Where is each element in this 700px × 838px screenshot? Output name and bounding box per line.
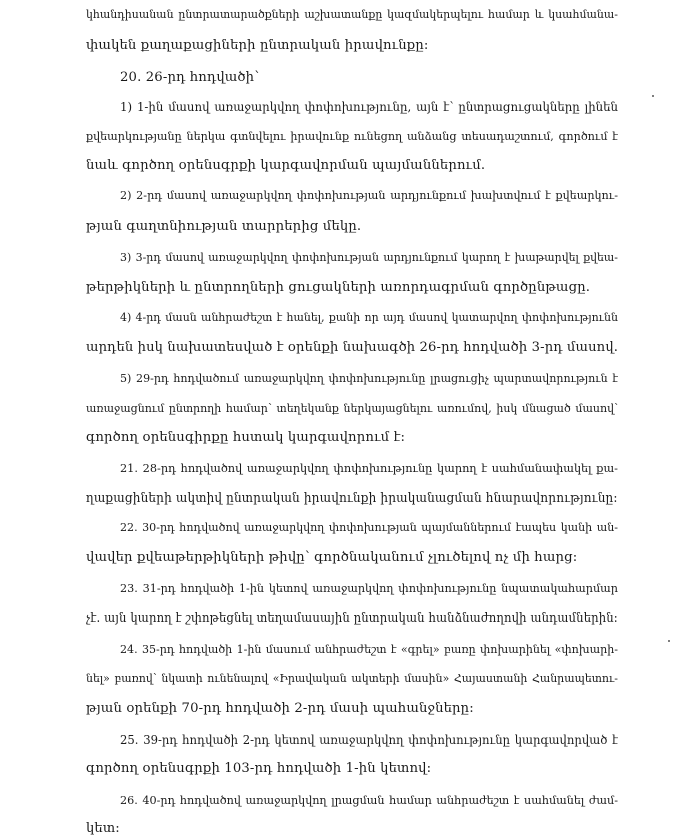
section-heading: 20. 26-րդ հոդվածի՝ [120, 70, 260, 85]
scan-speck [668, 640, 670, 642]
text-line: թյան գաղտնիության տարրերից մեկը. [86, 219, 362, 234]
text-line: ղաքացիների ակտիվ ընտրական իրավունքի իրականացման հնարավորությունը: [86, 491, 618, 506]
text-line: 5) 29-րդ հոդվածում առաջարկվող փոփոխությունը լրացուցիչ պարտավորություն է [120, 372, 618, 385]
text-line: 21. 28-րդ հոդվածով առաջարկվող փոփոխությունը կարող է սահմանափակել քա- [120, 462, 618, 475]
text-line: վավեր քվեաթերթիկների թիվը՝ գործնականում չլուծելով ոչ մի հարց: [86, 550, 578, 565]
text-line: թերթիկների և ընտրողների ցուցակների առորդագրման գործընթացը. [86, 280, 591, 295]
text-line: թյան օրենքի 70-րդ հոդվածի 2-րդ մասի պահանջները: [86, 701, 474, 716]
text-line: չէ. այն կարող է շփոթեցնել տեղամասային ընտրական հանձնաժողովի անդամներին: [86, 611, 618, 626]
text-line: 25. 39-րդ հոդվածի 2-րդ կետով առաջարկվող փոփոխությունը կարգավորված է [120, 733, 618, 747]
text-line: 23. 31-րդ հոդվածի 1-ին կետով առաջարկվող փոփոխությունը նպատակահարմար [120, 582, 618, 595]
text-line: 4) 4-րդ մասն անհրաժեշտ է հանել, քանի որ այդ մասով կատարվող փոփոխությունն [120, 311, 618, 324]
text-line: 2) 2-րդ մասով առաջարկվող փոփոխության արդյունքում խախտվում է քվեարկու- [120, 189, 618, 202]
scan-speck [652, 95, 654, 97]
text-line: 26. 40-րդ հոդվածով առաջարկվող լրացման համար անհրաժեշտ է սահմանել ժամ- [120, 794, 618, 807]
text-line: փակեն քաղաքացիների ընտրական իրավունքը: [86, 38, 429, 53]
text-line: կետ: [86, 821, 120, 836]
text-line: արդեն իսկ նախատեսված է օրենքի նախագծի 26-րդ հոդվածի 3-րդ մասով. [86, 340, 619, 355]
text-line: գործող օրենսգրքի 103-րդ հոդվածի 1-ին կետով: [86, 761, 432, 776]
text-line: 24. 35-րդ հոդվածի 1-ին մասում անհրաժեշտ է «գրել» բառը փոխարինել «փոխարի- [120, 643, 618, 656]
text-line: առաջացնում ընտրողի համար՝ տեղեկանք ներկայացնելու առումով, իսկ մնացած մասով՝ [86, 402, 618, 415]
text-line: նաև գործող օրենսգրքի կարգավորման պայմաններում. [86, 158, 486, 173]
text-line: քվեարկությանը ներկա գտնվելու իրավունք ունեցող անձանց տեսադաշտում, գործում է [86, 130, 618, 143]
text-line: կհանդիսանան ընտրատարածքների աշխատանքը կազմակերպելու համար և կսահմանա- [86, 8, 618, 21]
text-line: գործող օրենսգիրքը հստակ կարգավորում է: [86, 430, 406, 445]
text-line: նել» բառով՝ նկատի ունենալով «Իրավական ակտերի մասին» Հայաստանի Հանրապետու- [86, 672, 618, 685]
text-line: 1) 1-ին մասով առաջարկվող փոփոխությունը, այն է՝ ընտրացուցակները լինեն [120, 100, 618, 114]
text-line: 22. 30-րդ հոդվածով առաջարկվող փոփոխության պայմաններում էապես կանի ան- [120, 521, 618, 534]
text-line: 3) 3-րդ մասով առաջարկվող փոփոխության արդյունքում կարող է խաթարվել քվեա- [120, 251, 618, 264]
